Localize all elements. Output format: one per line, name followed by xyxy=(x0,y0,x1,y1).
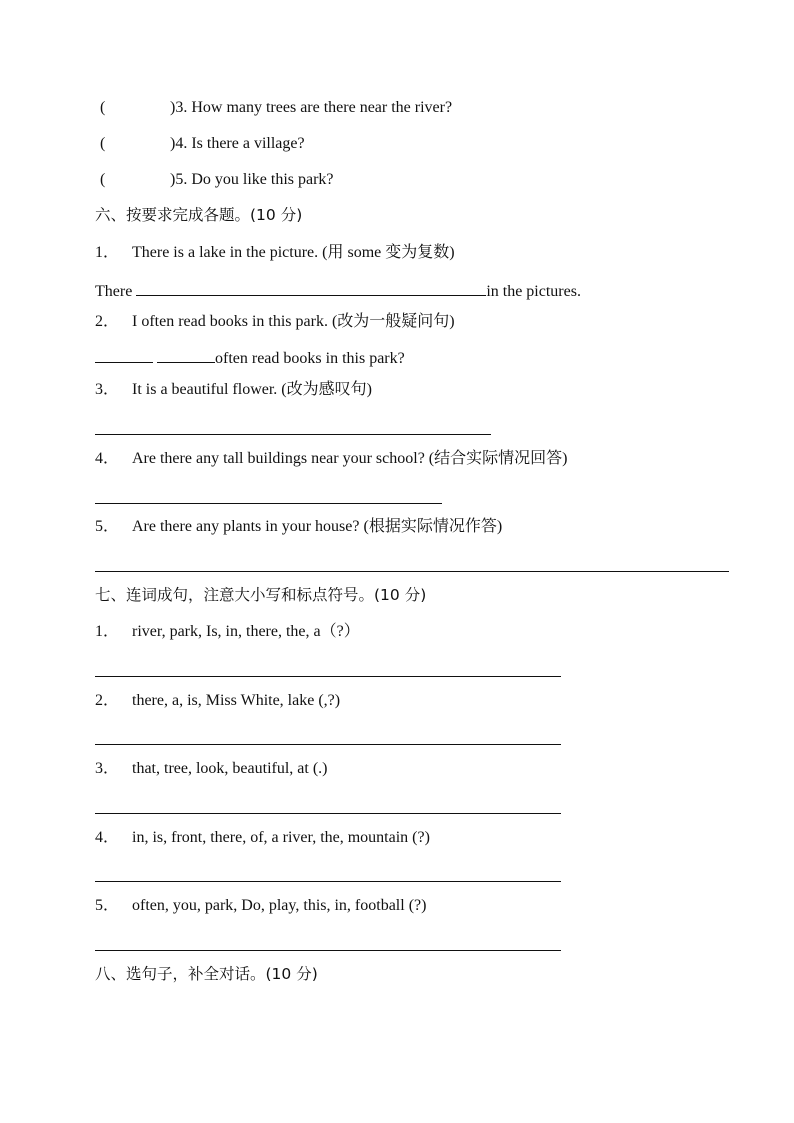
task-item-4 xyxy=(95,451,567,467)
question-text: )3. How many trees are there near the river? xyxy=(170,99,453,116)
section-heading-8: 八、选句子，补全对话。(10 分) xyxy=(95,965,318,983)
question-row-3 xyxy=(100,100,452,116)
answer-rule[interactable] xyxy=(95,881,561,882)
item-number: 3． xyxy=(95,760,120,777)
reorder-item-4 xyxy=(95,830,430,846)
task-item-1 xyxy=(95,245,455,261)
answer-rule[interactable] xyxy=(95,744,561,745)
answer-rule[interactable] xyxy=(95,434,491,435)
item-number: 1． xyxy=(95,244,120,261)
answer-prefix: There xyxy=(95,283,133,300)
answer-paren[interactable]: ( xyxy=(100,171,106,188)
item-text: that, tree, look, beautiful, at (.) xyxy=(132,760,328,777)
task-item-2 xyxy=(95,314,455,330)
item-text: I often read books in this park. (改为一般疑问句) xyxy=(132,313,455,330)
answer-paren[interactable]: ( xyxy=(100,99,106,116)
item-text: river, park, Is, in, there, the, a（?） xyxy=(132,623,360,640)
item-number: 4． xyxy=(95,450,120,467)
item-text: Are there any plants in your house? (根据实际情况作答) xyxy=(132,518,503,535)
answer-blank[interactable] xyxy=(136,281,486,296)
item-number: 4． xyxy=(95,829,120,846)
item-number: 5． xyxy=(95,897,120,914)
item-text: there, a, is, Miss White, lake (,?) xyxy=(132,692,341,709)
item-number: 1． xyxy=(95,623,120,640)
item-number: 2． xyxy=(95,692,120,709)
question-text: )4. Is there a village? xyxy=(170,135,305,152)
answer-blank[interactable] xyxy=(157,348,215,363)
item-number: 2． xyxy=(95,313,120,330)
section-heading-6: 六、按要求完成各题。(10 分) xyxy=(95,206,303,224)
answer-blank[interactable] xyxy=(95,348,153,363)
reorder-item-1 xyxy=(95,624,360,640)
item-text: Are there any tall buildings near your school? (结合实际情况回答) xyxy=(132,450,568,467)
reorder-item-5 xyxy=(95,898,426,914)
answer-suffix: often read books in this park? xyxy=(215,350,405,367)
item-text: There is a lake in the picture. (用 some 变为复数) xyxy=(132,244,455,261)
answer-rule[interactable] xyxy=(95,503,442,504)
item-text: in, is, front, there, of, a river, the, mountain (?) xyxy=(132,829,430,846)
answer-rule[interactable] xyxy=(95,950,561,951)
reorder-item-3 xyxy=(95,761,327,777)
answer-suffix: in the pictures. xyxy=(486,283,581,300)
item-text: often, you, park, Do, play, this, in, football (?) xyxy=(132,897,427,914)
answer-line-2 xyxy=(95,348,405,367)
answer-line-1 xyxy=(95,281,581,300)
reorder-item-2 xyxy=(95,693,340,709)
question-row-5 xyxy=(100,172,334,188)
answer-rule[interactable] xyxy=(95,571,729,572)
question-row-4 xyxy=(100,136,305,152)
answer-rule[interactable] xyxy=(95,813,561,814)
task-item-3 xyxy=(95,382,372,398)
section-heading-7: 七、连词成句，注意大小写和标点符号。(10 分) xyxy=(95,586,427,604)
item-number: 3． xyxy=(95,381,120,398)
item-number: 5． xyxy=(95,518,120,535)
task-item-5 xyxy=(95,519,502,535)
answer-rule[interactable] xyxy=(95,676,561,677)
question-text: )5. Do you like this park? xyxy=(170,171,334,188)
answer-paren[interactable]: ( xyxy=(100,135,106,152)
item-text: It is a beautiful flower. (改为感叹句) xyxy=(132,381,372,398)
